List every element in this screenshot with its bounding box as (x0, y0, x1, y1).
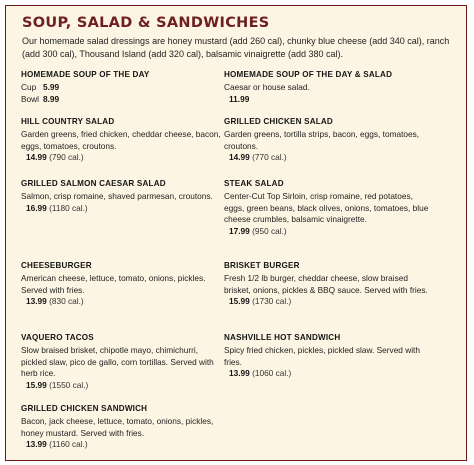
menu-item-hill-country-salad (21, 116, 226, 164)
item-price: 14.99 (26, 152, 47, 163)
item-name: BRISKET BURGER (224, 261, 300, 270)
item-calories: (1160 cal.) (49, 439, 88, 450)
menu-item-nashville-hot (224, 332, 429, 380)
price-line (224, 296, 429, 307)
item-name: CHEESEBURGER (21, 261, 92, 270)
price-line (224, 152, 429, 163)
price-line (21, 203, 226, 214)
item-price: 15.99 (229, 296, 250, 307)
item-price: 17.99 (229, 225, 250, 236)
item-price: 16.99 (26, 202, 47, 213)
item-calories: (1730 cal.) (252, 296, 292, 307)
item-description: Center-Cut Top Sirloin, crisp romaine, red potatoes, eggs, green beans, black olives, onions, tomatoes, blue cheese crumbles, balsamic vinaigrette. (224, 191, 429, 225)
bowl-price: 8.99 (43, 93, 60, 104)
cup-price: 5.99 (43, 82, 60, 93)
item-description: Garden greens, fried chicken, cheddar cheese, bacon, eggs, tomatoes, croutons. (21, 129, 221, 151)
menu-card (5, 5, 467, 461)
item-description: Slow braised brisket, chipotle mayo, chimichurri, pickled slaw, pico de gallo, corn tortillas. Served with herb rice. (21, 345, 214, 379)
item-name: VAQUERO TACOS (21, 333, 94, 342)
item-calories: (830 cal.) (49, 296, 84, 307)
bowl-row (21, 94, 226, 105)
item-description: Spicy fried chicken, pickles, pickled slaw. Served with fries. (224, 345, 420, 367)
price-line (21, 380, 226, 391)
item-name: STEAK SALAD (224, 179, 284, 188)
cup-label: Cup (21, 82, 37, 93)
item-calories: (950 cal.) (252, 225, 287, 236)
item-price: 13.99 (26, 296, 47, 307)
menu-item-steak-salad (224, 178, 429, 237)
item-name: HOMEMADE SOUP OF THE DAY & SALAD (224, 70, 393, 79)
item-description: Caesar or house salad. (224, 82, 310, 93)
item-description: Bacon, jack cheese, lettuce, tomato, onions, pickles, honey mustard. Served with fries. (21, 416, 214, 438)
cup-row (21, 82, 226, 93)
item-price: 14.99 (229, 152, 250, 163)
item-name: GRILLED CHICKEN SALAD (224, 117, 333, 126)
item-description: Garden greens, tortilla strips, bacon, eggs, tomatoes, croutons. (224, 129, 420, 151)
menu-item-grilled-chicken-salad (224, 116, 429, 164)
item-calories: (770 cal.) (252, 152, 287, 163)
menu-item-brisket-burger (224, 260, 429, 308)
menu-item-vaquero-tacos (21, 332, 226, 391)
item-price: 15.99 (26, 379, 47, 390)
menu-item-soup (21, 69, 226, 105)
item-description: Fresh 1/2 lb burger, cheddar cheese, slow braised brisket, onions, pickles & BBQ sauce. Served with fries. (224, 273, 428, 295)
item-name: GRILLED SALMON CAESAR SALAD (21, 179, 166, 188)
item-calories: (790 cal.) (49, 152, 84, 163)
item-price: 11.99 (229, 93, 250, 104)
menu-item-salmon-caesar (21, 178, 226, 214)
item-calories: (1550 cal.) (49, 379, 89, 390)
price-line (21, 296, 226, 307)
menu-item-soup-salad (224, 69, 429, 105)
price-line (224, 94, 429, 105)
item-description: Salmon, crisp romaine, shaved parmesan, croutons. (21, 191, 213, 202)
item-name: GRILLED CHICKEN SANDWICH (21, 404, 148, 413)
menu-item-cheeseburger (21, 260, 226, 308)
item-calories: (1060 cal.) (252, 368, 292, 379)
price-line (21, 152, 226, 163)
menu-item-grilled-chicken-sandwich (21, 403, 226, 451)
item-price: 13.99 (26, 439, 47, 450)
item-price: 13.99 (229, 368, 250, 379)
price-line (224, 226, 429, 237)
bowl-label: Bowl (21, 93, 39, 104)
item-description: American cheese, lettuce, tomato, onions, pickles. Served with fries. (21, 273, 206, 295)
section-title: SOUP, SALAD & SANDWICHES (22, 15, 270, 31)
item-calories: (1180 cal.) (49, 202, 88, 213)
item-name: NASHVILLE HOT SANDWICH (224, 333, 341, 342)
item-name: HILL COUNTRY SALAD (21, 117, 115, 126)
item-name: HOMEMADE SOUP OF THE DAY (21, 70, 150, 79)
price-line (21, 439, 226, 450)
price-line (224, 368, 429, 379)
section-intro: Our homemade salad dressings are honey mustard (add 260 cal), chunky blue cheese (add 340 cal), ranch (add 300 cal), Thousand Island (add 320 cal), balsamic vinaigrette (add 380 cal). (22, 36, 450, 59)
